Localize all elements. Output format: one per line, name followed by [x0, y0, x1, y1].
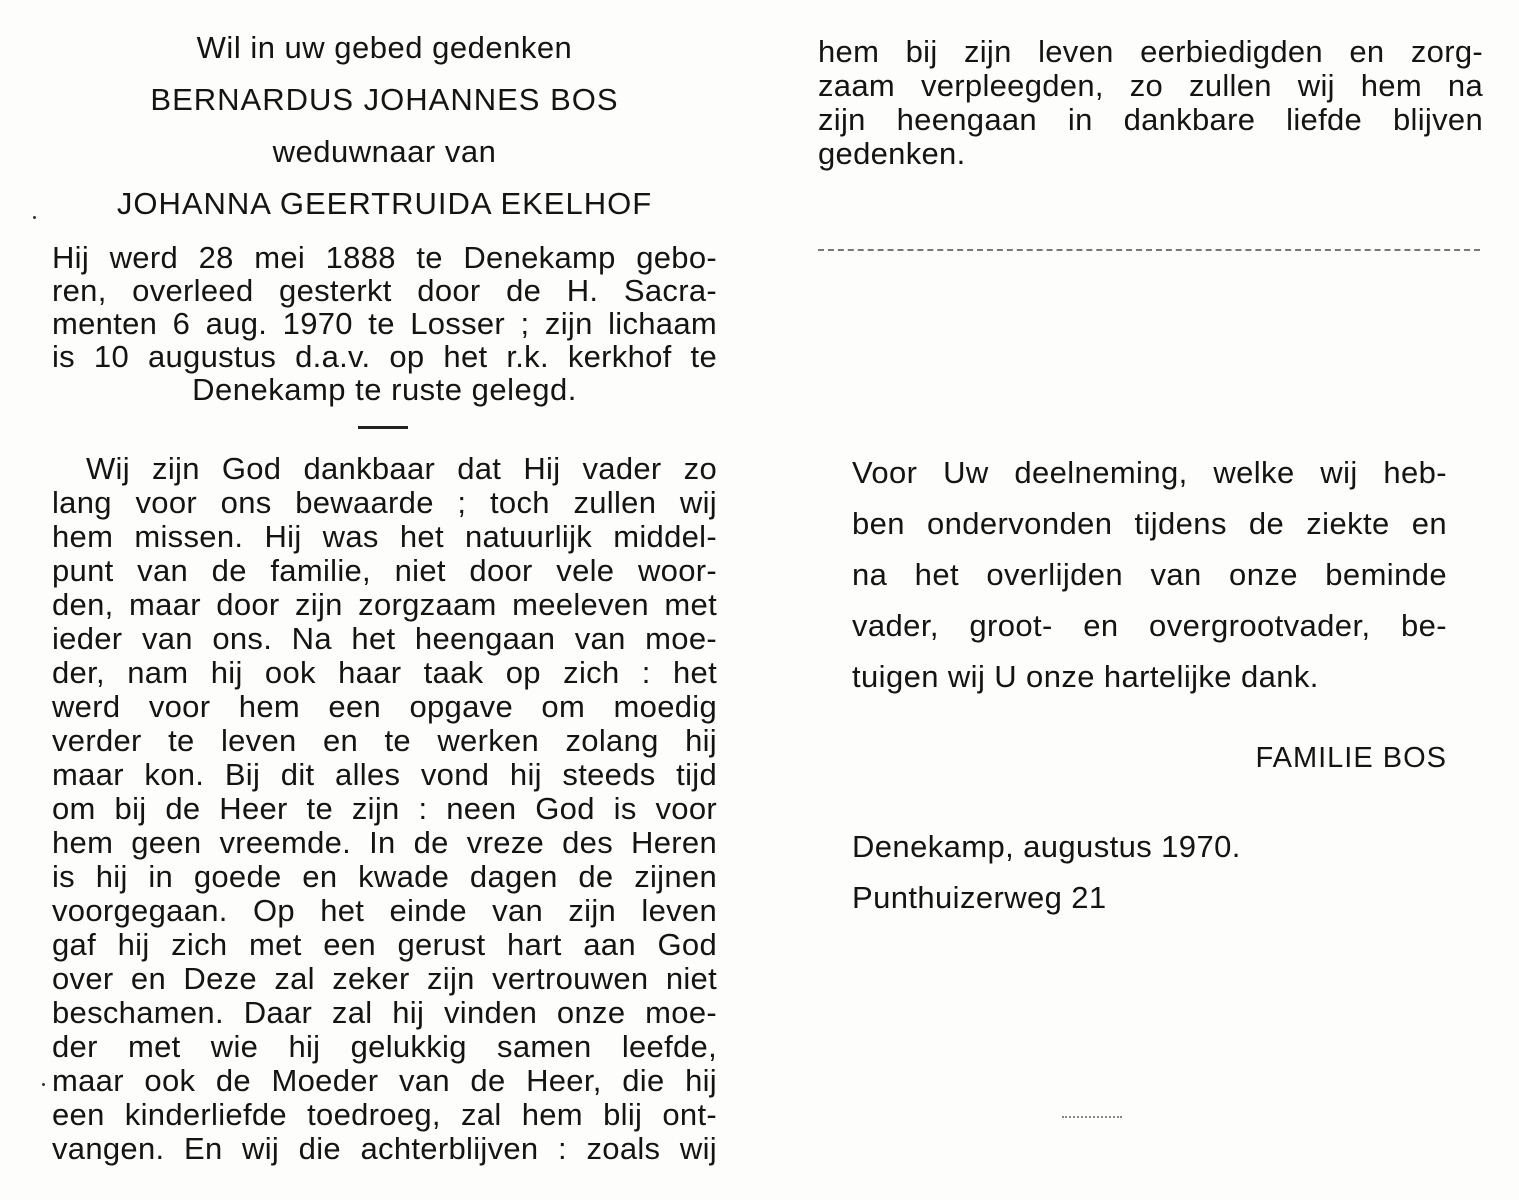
- thanks-line: Voor Uw deelneming, welke wij heb-: [852, 455, 1447, 490]
- continuation-line: gedenken.: [818, 136, 966, 171]
- tribute-line: werd voor hem een opgave om moedig: [52, 689, 717, 724]
- tribute-line: der met wie hij gelukkig samen leefde,: [52, 1029, 717, 1064]
- print-speck: [42, 1083, 45, 1086]
- prayer-intro: Wil in uw gebed gedenken: [196, 30, 573, 65]
- continuation-line: hem bij zijn leven eerbiedigden en zorg-: [818, 34, 1483, 69]
- print-speck: [33, 216, 36, 219]
- tribute-line: vangen. En wij die achterblijven : zoals wij: [52, 1131, 717, 1166]
- tribute-line: gaf hij zich met een gerust hart aan God: [52, 927, 717, 962]
- bio-line: Denekamp te ruste gelegd.: [192, 372, 577, 407]
- relation-label: weduwnaar van: [272, 134, 497, 169]
- tribute-line: maar kon. Bij dit alles vond hij steeds tijd: [52, 757, 717, 792]
- tribute-line: lang voor ons bewaarde ; toch zullen wij: [52, 485, 717, 520]
- continuation-line: zijn heengaan in dankbare liefde blijven: [818, 102, 1483, 137]
- bio-line: ren, overleed gesterkt door de H. Sacra-: [52, 273, 717, 308]
- continuation-line: zaam verpleegden, zo zullen wij hem na: [818, 68, 1483, 103]
- section-divider: [358, 426, 408, 429]
- tribute-line: Wij zijn God dankbaar dat Hij vader zo: [86, 451, 717, 486]
- tribute-line: is hij in goede en kwade dagen de zijnen: [52, 859, 717, 894]
- section-rule: [818, 249, 1480, 251]
- thanks-line: ben ondervonden tijdens de ziekte en: [852, 506, 1447, 541]
- address: Punthuizerweg 21: [852, 880, 1107, 915]
- family-signature: FAMILIE BOS: [1255, 742, 1447, 774]
- tribute-line: om bij de Heer te zijn : neen God is voor: [52, 791, 717, 826]
- thanks-line: vader, groot- en overgrootvader, be-: [852, 608, 1447, 643]
- tribute-line: den, maar door zijn zorgzaam meeleven met: [52, 587, 717, 622]
- thanks-line: na het overlijden van onze beminde: [852, 557, 1447, 592]
- bio-line: menten 6 aug. 1970 te Losser ; zijn lichaam: [52, 306, 717, 341]
- thanks-line: tuigen wij U onze hartelijke dank.: [852, 659, 1319, 694]
- bio-line: is 10 augustus d.a.v. op het r.k. kerkhof te: [52, 339, 717, 374]
- bio-line: Hij werd 28 mei 1888 te Denekamp gebo-: [52, 240, 717, 275]
- spouse-name: JOHANNA GEERTRUIDA EKELHOF: [116, 186, 653, 221]
- tribute-line: over en Deze zal zeker zijn vertrouwen niet: [52, 961, 717, 996]
- tribute-line: hem missen. Hij was het natuurlijk middel-: [52, 519, 717, 554]
- tribute-line: punt van de familie, niet door vele woor-: [52, 553, 717, 588]
- tribute-line: voorgegaan. Op het einde van zijn leven: [52, 893, 717, 928]
- tribute-line: maar ook de Moeder van de Heer, die hij: [52, 1063, 717, 1098]
- print-specks: [1062, 1116, 1122, 1120]
- place-date: Denekamp, augustus 1970.: [852, 829, 1241, 864]
- tribute-line: der, nam hij ook haar taak op zich : het: [52, 655, 717, 690]
- deceased-name: BERNARDUS JOHANNES BOS: [150, 82, 619, 117]
- tribute-line: een kinderliefde toedroeg, zal hem blij ont-: [52, 1097, 717, 1132]
- tribute-line: hem geen vreemde. In de vreze des Heren: [52, 825, 717, 860]
- tribute-line: verder te leven en te werken zolang hij: [52, 723, 717, 758]
- tribute-line: ieder van ons. Na het heengaan van moe-: [52, 621, 717, 656]
- tribute-line: beschamen. Daar zal hij vinden onze moe-: [52, 995, 717, 1030]
